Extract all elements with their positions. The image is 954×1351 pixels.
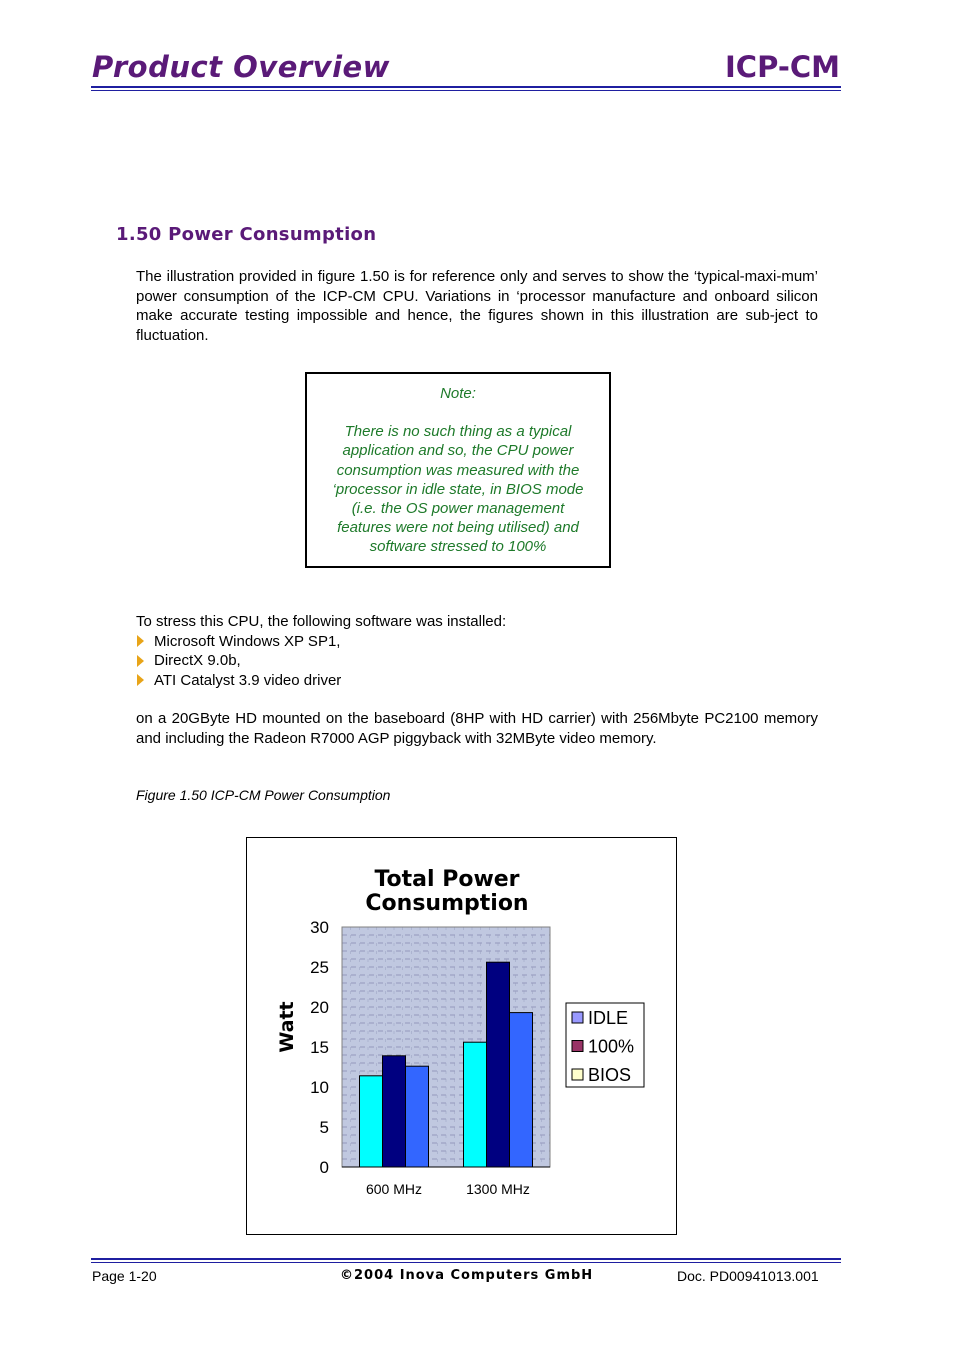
legend-label: 100%: [588, 1036, 635, 1057]
list-item: [136, 632, 736, 652]
chart-frame: [246, 837, 677, 1235]
note-line: features were not being utilised) and: [337, 519, 579, 537]
figure-caption: Figure 1.50 ICP-CM Power Consumption: [136, 787, 391, 803]
bar-bios-0: [406, 1066, 429, 1167]
y-tick-label: 0: [319, 1158, 329, 1177]
arrow-bullet-icon: [137, 674, 144, 686]
x-tick-label: 1300 MHz: [466, 1181, 530, 1197]
software-list: [136, 612, 736, 690]
note-line: consumption was measured with the: [336, 461, 580, 479]
bar-bios-1: [510, 1013, 533, 1167]
note-line: application and so, the CPU power: [342, 442, 574, 460]
note-label: Note:: [440, 385, 476, 402]
list-item: [136, 671, 736, 691]
header-product: ICP-CM: [725, 50, 840, 84]
note-box: [305, 372, 611, 568]
legend-swatch: [572, 1041, 583, 1052]
arrow-bullet-icon: [137, 635, 144, 647]
arrow-bullet-icon: [137, 655, 144, 667]
note-body: [307, 422, 609, 556]
legend-label: IDLE: [588, 1008, 629, 1028]
y-tick-label: 5: [319, 1118, 329, 1137]
y-tick-label: 10: [310, 1078, 329, 1097]
list-item-text: ATI Catalyst 3.9 video driver: [154, 671, 342, 689]
power-chart: [247, 838, 676, 1234]
note-line: ‘processor in idle state, in BIOS mode: [332, 480, 584, 498]
copyright: ©2004 Inova Computers GmbH: [340, 1268, 594, 1283]
legend-swatch: [572, 1012, 583, 1023]
section-title: 1.50 Power Consumption: [116, 224, 377, 245]
footer-rule: [91, 1258, 841, 1260]
y-tick-label: 30: [310, 918, 329, 937]
list-item-text: Microsoft Windows XP SP1,: [154, 632, 341, 650]
page-number: Page 1-20: [92, 1268, 157, 1284]
x-tick-label: 600 MHz: [365, 1181, 423, 1197]
bar-100pct-0: [383, 1056, 406, 1167]
legend-swatch: [572, 1069, 583, 1080]
chart-title-line: Total Power: [374, 867, 520, 892]
bar-idle-0: [360, 1076, 383, 1167]
header-rule-thin: [91, 90, 841, 91]
intro-paragraph: The illustration provided in figure 1.50 is for reference only and serves to show the ‘typical-maxi-mum’ power consumption of the ICP-CM CPU. Variations in ‘processor manufacture and onboard silicon make accurate testing impossible and hence, the figures shown in this illustration are sub-ject to fluctuation.: [136, 268, 818, 344]
y-tick-label: 20: [310, 998, 329, 1017]
list-item: [136, 651, 736, 671]
bar-100pct-1: [487, 962, 510, 1167]
note-line: software stressed to 100%: [369, 538, 547, 556]
bar-idle-1: [464, 1042, 487, 1167]
legend-label: BIOS: [588, 1065, 632, 1085]
y-tick-label: 25: [310, 958, 329, 977]
note-line: There is no such thing as a typical: [344, 423, 572, 441]
y-axis-label: Watt: [276, 1001, 298, 1053]
note-line: (i.e. the OS power management: [351, 500, 565, 518]
list-item-text: DirectX 9.0b,: [154, 652, 241, 669]
software-intro: To stress this CPU, the following software was installed:: [136, 613, 507, 630]
y-tick-label: 15: [310, 1038, 329, 1057]
footer-rule-thin: [91, 1262, 841, 1263]
header-rule: [91, 86, 841, 88]
chart-title-line: Consumption: [365, 891, 529, 916]
doc-number: Doc. PD00941013.001: [677, 1268, 819, 1284]
hd-paragraph: on a 20GByte HD mounted on the baseboard (8HP with HD carrier) with 256Mbyte PC2100 memory and including the Radeon R7000 AGP piggyback with 32MByte video memory.: [136, 710, 818, 747]
header-title: Product Overview: [92, 50, 390, 84]
